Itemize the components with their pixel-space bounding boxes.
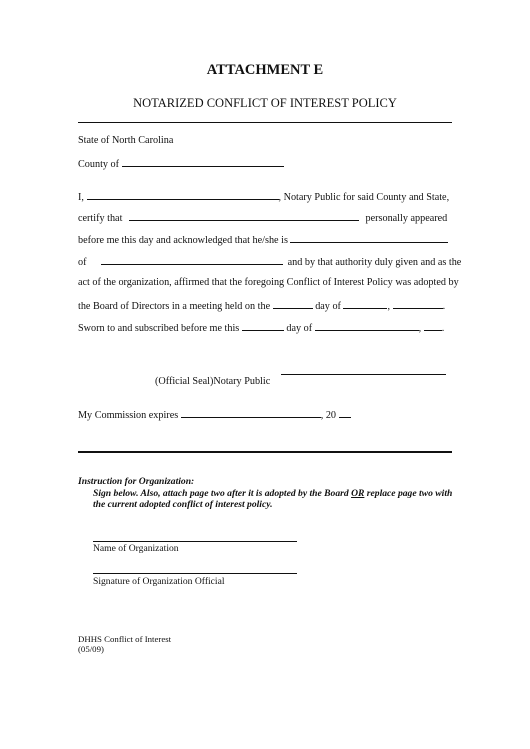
- commission-date-blank[interactable]: [181, 408, 321, 418]
- board-month-blank[interactable]: [343, 299, 387, 309]
- org-name-label: Name of Organization: [93, 543, 179, 554]
- certify-line: [78, 211, 447, 224]
- commission-year-prefix: , 20: [320, 410, 337, 421]
- sworn-period: .: [441, 323, 445, 334]
- county-label: County of: [78, 159, 120, 170]
- board-period: .: [442, 301, 446, 312]
- board-day-blank[interactable]: [273, 299, 313, 309]
- sworn-text: Sworn to and subscribed before me this: [78, 323, 240, 334]
- instruction-or-emphasis: OR: [351, 488, 365, 499]
- instruction-line-2: the current adopted conflict of interest policy.: [93, 499, 273, 510]
- sworn-line: [78, 321, 444, 334]
- county-line: [78, 157, 284, 170]
- official-signature-label: Signature of Organization Official: [93, 576, 225, 587]
- board-line: [78, 299, 445, 312]
- instruction-text-after: replace page two with: [364, 488, 453, 499]
- commission-label: My Commission expires: [78, 410, 179, 421]
- title-blank[interactable]: [290, 233, 448, 243]
- footer-form-name: DHHS Conflict of Interest: [78, 634, 172, 644]
- board-comma: ,: [387, 301, 391, 312]
- instruction-text-before: Sign below. Also, attach page two after it is adopted by the Board: [93, 488, 352, 499]
- commission-year-blank[interactable]: [339, 408, 351, 418]
- acknowledged-line: [78, 233, 448, 246]
- section-divider: [78, 451, 452, 453]
- official-signature-line[interactable]: [93, 573, 297, 574]
- organization-blank[interactable]: [101, 255, 283, 265]
- county-blank[interactable]: [122, 157, 284, 167]
- footer-form-date: (05/09): [78, 644, 104, 654]
- act-line: act of the organization, affirmed that the foregoing Conflict of Interest Policy was adopted by: [78, 277, 459, 288]
- board-text: the Board of Directors in a meeting held on the: [78, 301, 271, 312]
- of-label: of: [78, 257, 87, 268]
- header-rule: [78, 122, 452, 123]
- instruction-heading: Instruction for Organization:: [78, 476, 195, 487]
- board-day-label: day of: [315, 301, 341, 312]
- authority-text: and by that authority duly given and as the: [287, 257, 462, 268]
- notary-name-blank[interactable]: [87, 190, 279, 200]
- appeared-person-blank[interactable]: [129, 211, 359, 221]
- sworn-day-blank[interactable]: [242, 321, 284, 331]
- document-subtitle: NOTARIZED CONFLICT OF INTEREST POLICY: [133, 96, 397, 110]
- state-line: State of North Carolina: [78, 135, 174, 146]
- org-name-line[interactable]: [93, 541, 297, 542]
- sworn-comma: ,: [418, 323, 422, 334]
- commission-line: [78, 408, 351, 421]
- sworn-month-blank[interactable]: [315, 321, 419, 331]
- notary-signature-line[interactable]: [281, 374, 446, 375]
- sworn-year-blank[interactable]: [424, 321, 442, 331]
- notary-public-text: , Notary Public for said County and State,: [278, 192, 450, 203]
- instruction-line-1: [93, 488, 452, 499]
- board-year-blank[interactable]: [393, 299, 443, 309]
- document-title: ATTACHMENT E: [206, 62, 324, 78]
- personally-appeared-text: personally appeared: [365, 213, 448, 224]
- sworn-day-label: day of: [286, 323, 313, 334]
- acknowledged-text: before me this day and acknowledged that he/she is: [78, 235, 288, 246]
- notary-i-label: I,: [78, 192, 84, 203]
- of-line: [78, 255, 461, 268]
- official-seal-label: (Official Seal)Notary Public: [155, 376, 271, 387]
- certify-label: certify that: [78, 213, 123, 224]
- notary-name-line: [78, 190, 449, 203]
